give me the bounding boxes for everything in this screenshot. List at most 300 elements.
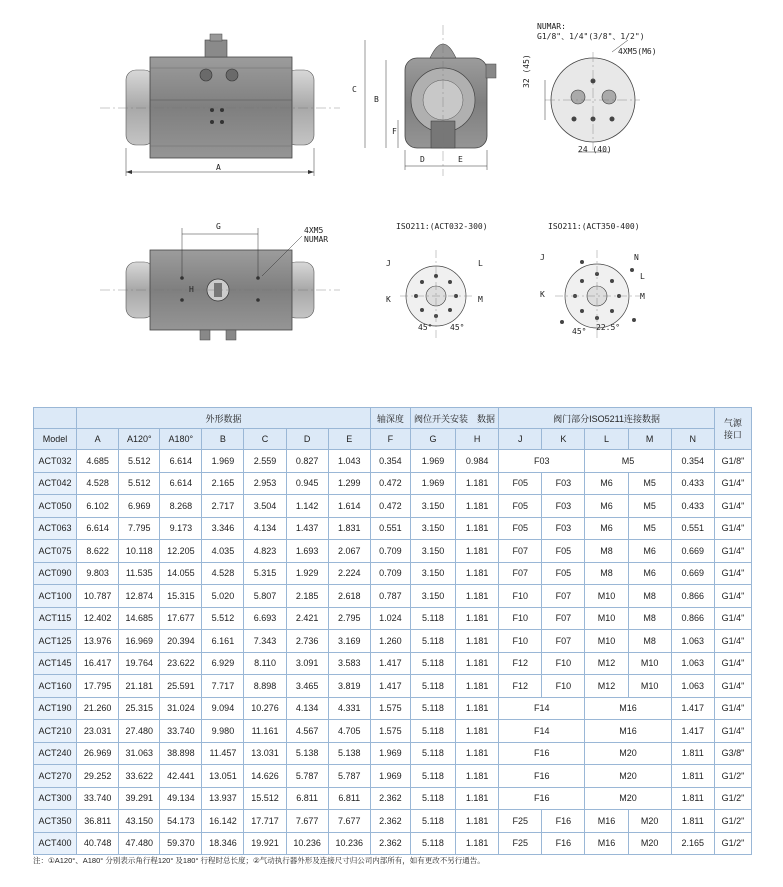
cell-n: 2.165 (671, 832, 714, 855)
cell-n: 1.811 (671, 810, 714, 833)
cell-k: F05 (542, 562, 585, 585)
header-col-a: A (77, 429, 119, 450)
cell-a120: 12.874 (119, 585, 160, 608)
cell-e: 5.787 (328, 765, 370, 788)
iso-left-m: M (478, 295, 483, 304)
cell-a180: 49.134 (160, 787, 202, 810)
header-col-j: J (499, 429, 542, 450)
cell-f: 1.417 (370, 675, 410, 698)
cell-model: ACT100 (34, 585, 77, 608)
cell-f: 2.362 (370, 810, 410, 833)
cell-a120: 14.685 (119, 607, 160, 630)
cell-a120: 5.512 (119, 472, 160, 495)
cell-e: 3.819 (328, 675, 370, 698)
cell-jk: F14 (499, 720, 585, 743)
cell-k: F03 (542, 517, 585, 540)
cell-k: F07 (542, 630, 585, 653)
cell-j: F05 (499, 517, 542, 540)
header-col-c: C (244, 429, 286, 450)
cell-h: 1.181 (456, 540, 499, 563)
cell-air: G1/4" (714, 517, 751, 540)
cell-g: 5.118 (410, 607, 455, 630)
cell-c: 15.512 (244, 787, 286, 810)
header-dims-group: 外形数据 (77, 408, 371, 429)
cell-c: 7.343 (244, 630, 286, 653)
cell-d: 2.421 (286, 607, 328, 630)
cell-h: 0.984 (456, 450, 499, 473)
cell-l: M8 (585, 562, 628, 585)
cell-air: G1/4" (714, 697, 751, 720)
cell-d: 2.185 (286, 585, 328, 608)
cell-l: M10 (585, 585, 628, 608)
cell-a: 21.260 (77, 697, 119, 720)
cell-air: G1/4" (714, 675, 751, 698)
cell-model: ACT350 (34, 810, 77, 833)
iso-right-225: 22.5° (596, 323, 621, 332)
cell-a120: 33.622 (119, 765, 160, 788)
cell-air: G1/4" (714, 585, 751, 608)
table-row (34, 517, 752, 540)
cell-h: 1.181 (456, 697, 499, 720)
cell-b: 6.929 (202, 652, 244, 675)
table-row (34, 832, 752, 855)
cell-j: F07 (499, 562, 542, 585)
header-model: Model (34, 429, 77, 450)
cell-l: M16 (585, 810, 628, 833)
cell-air: G1/4" (714, 720, 751, 743)
cell-e: 5.138 (328, 742, 370, 765)
header-iso-group: 阀门部分ISO5211连接数据 (499, 408, 715, 429)
cell-model: ACT063 (34, 517, 77, 540)
cell-g: 5.118 (410, 720, 455, 743)
cell-d: 3.091 (286, 652, 328, 675)
cell-b: 5.512 (202, 607, 244, 630)
cell-f: 1.024 (370, 607, 410, 630)
cell-k: F03 (542, 472, 585, 495)
cell-c: 6.693 (244, 607, 286, 630)
cell-a120: 7.795 (119, 517, 160, 540)
table-row (34, 697, 752, 720)
cell-m: M6 (628, 562, 671, 585)
table-row (34, 495, 752, 518)
cell-j: F10 (499, 607, 542, 630)
cell-l: M8 (585, 540, 628, 563)
cell-air: G1/4" (714, 562, 751, 585)
cell-c: 19.921 (244, 832, 286, 855)
cell-e: 2.224 (328, 562, 370, 585)
cell-e: 3.169 (328, 630, 370, 653)
cell-m: M5 (628, 495, 671, 518)
cell-n: 0.866 (671, 607, 714, 630)
cell-j: F05 (499, 495, 542, 518)
cell-k: F16 (542, 832, 585, 855)
cell-a120: 31.063 (119, 742, 160, 765)
iso-left-45b: 45° (450, 323, 465, 332)
cell-air: G1/4" (714, 472, 751, 495)
cell-h: 1.181 (456, 675, 499, 698)
cell-g: 5.118 (410, 697, 455, 720)
cell-h: 1.181 (456, 472, 499, 495)
iso-right-l: L (640, 272, 645, 281)
cell-a120: 39.291 (119, 787, 160, 810)
cell-g: 5.118 (410, 675, 455, 698)
cell-a180: 38.898 (160, 742, 202, 765)
dim-label-4xm5-m6: 4XM5(M6) (618, 47, 657, 56)
cell-g: 5.118 (410, 787, 455, 810)
cell-a120: 19.764 (119, 652, 160, 675)
cell-a180: 17.677 (160, 607, 202, 630)
cell-a180: 9.173 (160, 517, 202, 540)
cell-k: F05 (542, 540, 585, 563)
cell-n: 0.866 (671, 585, 714, 608)
cell-j: F07 (499, 540, 542, 563)
table-row (34, 607, 752, 630)
header-shaft-group: 轴深度 (370, 408, 410, 429)
cell-c: 8.110 (244, 652, 286, 675)
cell-a: 13.976 (77, 630, 119, 653)
cell-b: 9.094 (202, 697, 244, 720)
cell-c: 5.807 (244, 585, 286, 608)
cell-air: G1/4" (714, 630, 751, 653)
cell-a: 4.685 (77, 450, 119, 473)
cell-g: 3.150 (410, 540, 455, 563)
cell-air: G1/2" (714, 810, 751, 833)
cell-a: 33.740 (77, 787, 119, 810)
cell-f: 1.417 (370, 652, 410, 675)
cell-a180: 31.024 (160, 697, 202, 720)
table-row (34, 742, 752, 765)
cell-c: 13.031 (244, 742, 286, 765)
cell-n: 0.433 (671, 495, 714, 518)
footnote: 注：①A120°、A180° 分别表示角行程120° 及180° 行程时总长度；②气动执行器外形及连接尺寸归公司内部所有，如有更改不另行通告。 (33, 856, 485, 865)
cell-a: 16.417 (77, 652, 119, 675)
cell-d: 4.567 (286, 720, 328, 743)
cell-d: 1.142 (286, 495, 328, 518)
cell-f: 0.709 (370, 540, 410, 563)
cell-jk: F16 (499, 787, 585, 810)
cell-a180: 14.055 (160, 562, 202, 585)
table-row (34, 810, 752, 833)
cell-air: G1/4" (714, 652, 751, 675)
cell-a180: 20.394 (160, 630, 202, 653)
cell-a120: 10.118 (119, 540, 160, 563)
cell-g: 5.118 (410, 652, 455, 675)
cell-b: 2.717 (202, 495, 244, 518)
cell-j: F12 (499, 652, 542, 675)
cell-d: 3.465 (286, 675, 328, 698)
cell-m: M6 (628, 540, 671, 563)
dim-label-c: C (352, 85, 357, 94)
cell-a180: 42.441 (160, 765, 202, 788)
cell-c: 11.161 (244, 720, 286, 743)
cell-a180: 15.315 (160, 585, 202, 608)
cell-lm: M5 (585, 450, 671, 473)
cell-a180: 25.591 (160, 675, 202, 698)
cell-h: 1.181 (456, 585, 499, 608)
cell-a180: 54.173 (160, 810, 202, 833)
iso-right-m: M (640, 292, 645, 301)
cell-e: 1.831 (328, 517, 370, 540)
cell-e: 10.236 (328, 832, 370, 855)
cell-a: 23.031 (77, 720, 119, 743)
cell-b: 6.161 (202, 630, 244, 653)
cell-j: F10 (499, 585, 542, 608)
cell-n: 0.433 (671, 472, 714, 495)
cell-h: 1.181 (456, 832, 499, 855)
cell-g: 5.118 (410, 765, 455, 788)
table-row (34, 652, 752, 675)
cell-m: M20 (628, 810, 671, 833)
cell-d: 0.827 (286, 450, 328, 473)
cell-c: 3.504 (244, 495, 286, 518)
dim-label-d: D (420, 155, 425, 164)
cell-l: M12 (585, 652, 628, 675)
cell-lm: M20 (585, 787, 671, 810)
table-row (34, 675, 752, 698)
header-col-h: H (456, 429, 499, 450)
iso-left-title: ISO211:(ACT032-300) (396, 222, 488, 231)
cell-model: ACT090 (34, 562, 77, 585)
header-valve-group: 阀位开关安装 数据 (410, 408, 498, 429)
cell-k: F07 (542, 607, 585, 630)
cell-a180: 8.268 (160, 495, 202, 518)
cell-model: ACT270 (34, 765, 77, 788)
cell-d: 1.437 (286, 517, 328, 540)
cell-c: 4.823 (244, 540, 286, 563)
cell-n: 0.551 (671, 517, 714, 540)
cell-air: G1/2" (714, 765, 751, 788)
header-col-l: L (585, 429, 628, 450)
cell-a: 6.614 (77, 517, 119, 540)
iso-right-j: J (540, 253, 545, 262)
cell-g: 3.150 (410, 562, 455, 585)
cell-k: F10 (542, 652, 585, 675)
cell-c: 17.717 (244, 810, 286, 833)
cell-model: ACT042 (34, 472, 77, 495)
cell-l: M16 (585, 832, 628, 855)
cell-model: ACT160 (34, 675, 77, 698)
cell-k: F03 (542, 495, 585, 518)
iso-left-45a: 45° (418, 323, 433, 332)
cell-l: M6 (585, 472, 628, 495)
header-air-group: 气源接口 (714, 408, 751, 450)
cell-air: G3/8" (714, 742, 751, 765)
cell-g: 1.969 (410, 450, 455, 473)
cell-e: 1.299 (328, 472, 370, 495)
cell-b: 13.051 (202, 765, 244, 788)
dim-label-b: B (374, 95, 379, 104)
cell-a120: 43.150 (119, 810, 160, 833)
cell-j: F12 (499, 675, 542, 698)
cell-b: 4.035 (202, 540, 244, 563)
cell-model: ACT125 (34, 630, 77, 653)
dim-label-24: 24 (40) (578, 145, 612, 154)
cell-air: G1/4" (714, 540, 751, 563)
cell-l: M6 (585, 517, 628, 540)
cell-a120: 6.969 (119, 495, 160, 518)
cell-d: 2.736 (286, 630, 328, 653)
cell-f: 0.354 (370, 450, 410, 473)
cell-j: F05 (499, 472, 542, 495)
cell-b: 4.528 (202, 562, 244, 585)
cell-h: 1.181 (456, 742, 499, 765)
cell-m: M8 (628, 585, 671, 608)
table-row (34, 472, 752, 495)
header-col-b: B (202, 429, 244, 450)
cell-h: 1.181 (456, 630, 499, 653)
cell-c: 5.315 (244, 562, 286, 585)
cell-n: 0.354 (671, 450, 714, 473)
cell-lm: M20 (585, 765, 671, 788)
cell-g: 5.118 (410, 832, 455, 855)
cell-c: 10.276 (244, 697, 286, 720)
header-col-m: M (628, 429, 671, 450)
cell-a120: 25.315 (119, 697, 160, 720)
cell-n: 1.063 (671, 652, 714, 675)
cell-f: 1.575 (370, 697, 410, 720)
cell-a: 6.102 (77, 495, 119, 518)
cell-a180: 59.370 (160, 832, 202, 855)
spec-table (33, 407, 752, 855)
dim-label-a: A (216, 163, 221, 172)
cell-f: 1.260 (370, 630, 410, 653)
cell-a120: 5.512 (119, 450, 160, 473)
header-col-a180: A180° (160, 429, 202, 450)
cell-a: 12.402 (77, 607, 119, 630)
cell-a: 10.787 (77, 585, 119, 608)
cell-e: 2.618 (328, 585, 370, 608)
cell-jk: F03 (499, 450, 585, 473)
cell-air: G1/2" (714, 832, 751, 855)
cell-h: 1.181 (456, 810, 499, 833)
cell-h: 1.181 (456, 765, 499, 788)
cell-g: 3.150 (410, 495, 455, 518)
cell-f: 0.551 (370, 517, 410, 540)
cell-n: 0.669 (671, 562, 714, 585)
cell-n: 0.669 (671, 540, 714, 563)
cell-n: 1.811 (671, 787, 714, 810)
cell-m: M8 (628, 630, 671, 653)
cell-model: ACT190 (34, 697, 77, 720)
cell-f: 0.787 (370, 585, 410, 608)
table-row (34, 630, 752, 653)
cell-b: 16.142 (202, 810, 244, 833)
iso-right-title: ISO211:(ACT350-400) (548, 222, 640, 231)
dim-label-g: G (216, 222, 221, 231)
cell-a120: 21.181 (119, 675, 160, 698)
cell-f: 0.709 (370, 562, 410, 585)
cell-a120: 11.535 (119, 562, 160, 585)
cell-e: 1.043 (328, 450, 370, 473)
cell-air: G1/4" (714, 495, 751, 518)
cell-h: 1.181 (456, 562, 499, 585)
dim-label-4xm5: 4XM5 (304, 226, 324, 235)
cell-k: F10 (542, 675, 585, 698)
cell-b: 13.937 (202, 787, 244, 810)
dim-label-f: F (392, 127, 397, 136)
bottom-view-drawing (100, 228, 340, 340)
side-view-drawing (365, 25, 496, 176)
cell-e: 2.067 (328, 540, 370, 563)
table-row (34, 787, 752, 810)
dim-label-32: 32 (45) (522, 54, 531, 88)
dim-label-h: H (189, 285, 194, 294)
numar-title: NUMAR: (537, 22, 566, 31)
cell-n: 1.063 (671, 630, 714, 653)
cell-d: 5.787 (286, 765, 328, 788)
cell-f: 2.362 (370, 787, 410, 810)
cell-g: 5.118 (410, 630, 455, 653)
cell-e: 6.811 (328, 787, 370, 810)
iso-left-l: L (478, 259, 483, 268)
cell-a180: 12.205 (160, 540, 202, 563)
header-col-e: E (328, 429, 370, 450)
cell-h: 1.181 (456, 720, 499, 743)
cell-g: 1.969 (410, 472, 455, 495)
cell-a: 29.252 (77, 765, 119, 788)
cell-a180: 6.614 (160, 450, 202, 473)
cell-a120: 47.480 (119, 832, 160, 855)
cell-a180: 6.614 (160, 472, 202, 495)
table-row (34, 562, 752, 585)
cell-air: G1/8" (714, 450, 751, 473)
cell-model: ACT032 (34, 450, 77, 473)
cell-h: 1.181 (456, 787, 499, 810)
cell-j: F25 (499, 832, 542, 855)
cell-lm: M20 (585, 742, 671, 765)
cell-f: 1.575 (370, 720, 410, 743)
cell-g: 5.118 (410, 810, 455, 833)
cell-a: 8.622 (77, 540, 119, 563)
cell-h: 1.181 (456, 607, 499, 630)
cell-n: 1.811 (671, 742, 714, 765)
cell-model: ACT400 (34, 832, 77, 855)
iso-right-k: K (540, 290, 545, 299)
cell-e: 4.705 (328, 720, 370, 743)
cell-a120: 27.480 (119, 720, 160, 743)
cell-model: ACT050 (34, 495, 77, 518)
cell-f: 1.969 (370, 742, 410, 765)
cell-l: M12 (585, 675, 628, 698)
cell-jk: F14 (499, 697, 585, 720)
cell-lm: M16 (585, 720, 671, 743)
header-col-f: F (370, 429, 410, 450)
cell-g: 5.118 (410, 742, 455, 765)
cell-n: 1.811 (671, 765, 714, 788)
cell-b: 2.165 (202, 472, 244, 495)
cell-m: M8 (628, 607, 671, 630)
cell-e: 7.677 (328, 810, 370, 833)
cell-b: 3.346 (202, 517, 244, 540)
cell-c: 4.134 (244, 517, 286, 540)
cell-model: ACT240 (34, 742, 77, 765)
header-blank (34, 408, 77, 429)
cell-n: 1.063 (671, 675, 714, 698)
cell-n: 1.417 (671, 697, 714, 720)
cell-a180: 33.740 (160, 720, 202, 743)
numar-spec: G1/8"、1/4"(3/8"、1/2") (537, 32, 645, 41)
cell-f: 2.362 (370, 832, 410, 855)
cell-m: M20 (628, 832, 671, 855)
cell-b: 5.020 (202, 585, 244, 608)
cell-d: 4.134 (286, 697, 328, 720)
table-row (34, 585, 752, 608)
cell-d: 10.236 (286, 832, 328, 855)
cell-d: 1.929 (286, 562, 328, 585)
header-col-g: G (410, 429, 455, 450)
cell-j: F10 (499, 630, 542, 653)
cell-c: 2.953 (244, 472, 286, 495)
